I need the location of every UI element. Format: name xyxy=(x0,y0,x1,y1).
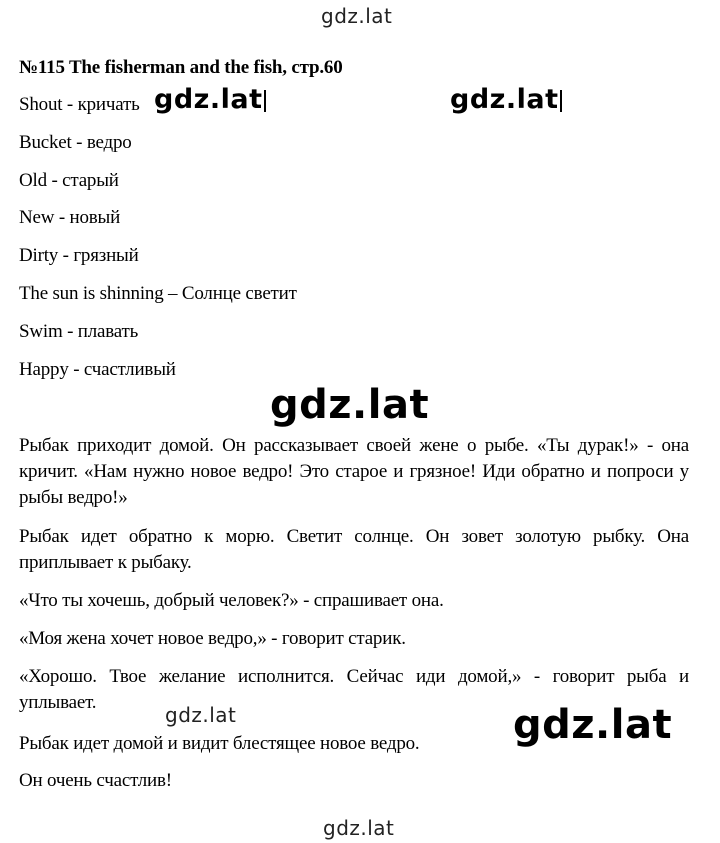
page-title: №115 The fisherman and the fish, стр.60 xyxy=(19,57,343,78)
cursor-bar-icon xyxy=(264,90,266,112)
vocab-item: Old - старый xyxy=(19,170,119,191)
story-paragraph: Рыбак приходит домой. Он рассказывает своей жене о рыбе. «Ты дурак!» - она кричит. «Нам нужно новое ведро! Это старое и грязное! Иди обратно и попроси у рыбы ведро!» xyxy=(19,435,689,508)
header-watermark: gdz.lat xyxy=(321,4,393,28)
story-paragraph: «Хорошо. Твое желание исполнится. Сейчас иди домой,» - говорит рыба и уплывает. xyxy=(19,666,689,713)
vocab-item: Bucket - ведро xyxy=(19,132,132,153)
watermark-lower-big: gdz.lat xyxy=(513,702,673,748)
watermark-mid-left xyxy=(152,84,268,115)
vocab-item: Dirty - грязный xyxy=(19,245,139,266)
story-paragraph: «Что ты хочешь, добрый человек?» - спрашивает она. xyxy=(19,590,444,611)
story-paragraph: Рыбак идет домой и видит блестящее новое ведро. xyxy=(19,733,420,754)
story-paragraph: «Моя жена хочет новое ведро,» - говорит старик. xyxy=(19,628,406,649)
cursor-bar-icon xyxy=(560,90,562,112)
story-paragraph: Рыбак идет обратно к морю. Светит солнце. Он зовет золотую рыбку. Она приплывает к рыбаку. xyxy=(19,526,689,573)
vocab-item: The sun is shinning – Солнце светит xyxy=(19,283,297,304)
story-paragraph: Он очень счастлив! xyxy=(19,770,172,791)
vocab-item: Happy - счастливый xyxy=(19,359,176,380)
vocab-item: Swim - плавать xyxy=(19,321,139,342)
footer-watermark: gdz.lat xyxy=(323,816,395,840)
watermark-mid-right xyxy=(450,84,562,115)
watermark-text: gdz.lat xyxy=(154,84,263,115)
vocab-item: New - новый xyxy=(19,207,121,228)
vocab-item: Shout - кричать xyxy=(19,94,140,115)
watermark-center: gdz.lat xyxy=(270,382,430,428)
watermark-lower-small: gdz.lat xyxy=(165,703,237,727)
watermark-text: gdz.lat xyxy=(450,84,559,115)
